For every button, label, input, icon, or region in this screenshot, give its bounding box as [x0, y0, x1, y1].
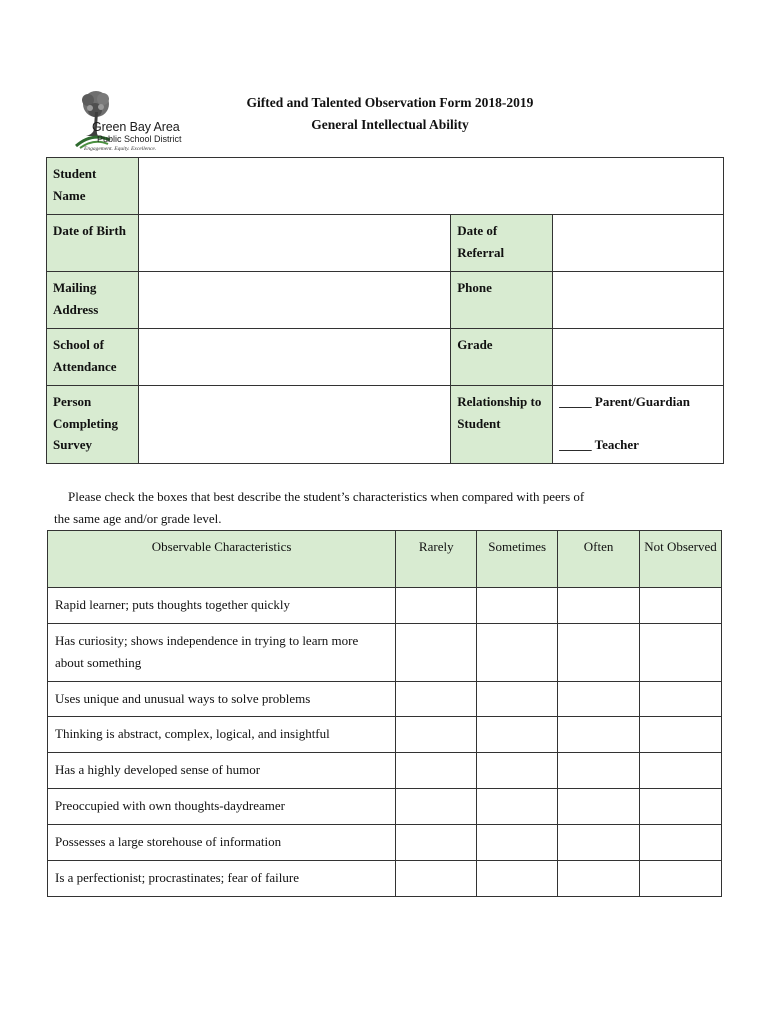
student-info-table: [46, 157, 724, 464]
observation-header-row: [48, 531, 722, 588]
table-row: [48, 861, 722, 897]
logo-district: Public School District: [97, 134, 182, 144]
grade-label: Grade: [451, 329, 553, 386]
observation-table: [47, 530, 722, 897]
rarely-checkbox[interactable]: [396, 825, 477, 861]
not-observed-checkbox[interactable]: [640, 682, 722, 717]
rarely-checkbox[interactable]: [396, 861, 477, 897]
instructions-line-2: the same age and/or grade level.: [54, 511, 222, 526]
phone-label: Phone: [451, 272, 553, 329]
not-observed-checkbox[interactable]: [640, 861, 722, 897]
table-row: [48, 825, 722, 861]
often-checkbox[interactable]: [558, 825, 640, 861]
logo-name: Green Bay Area: [92, 120, 180, 134]
sometimes-checkbox[interactable]: [477, 825, 558, 861]
sometimes-checkbox[interactable]: [477, 624, 558, 682]
sometimes-checkbox[interactable]: [477, 789, 558, 825]
table-row: [48, 753, 722, 789]
characteristic-label: Has a highly developed sense of humor: [48, 753, 396, 789]
table-row: [48, 717, 722, 753]
option-teacher[interactable]: _____ Teacher: [559, 436, 639, 452]
student-name-field[interactable]: [138, 158, 723, 215]
header-characteristics: Observable Characteristics: [48, 531, 396, 588]
date-of-referral-field[interactable]: [553, 215, 724, 272]
characteristic-label: Preoccupied with own thoughts-daydreamer: [48, 789, 396, 825]
rarely-checkbox[interactable]: [396, 682, 477, 717]
characteristic-label: Has curiosity; shows independence in trying to learn more about something: [48, 624, 396, 682]
student-name-label: Student Name: [47, 158, 139, 215]
relationship-label: Relationship to Student: [451, 386, 553, 464]
header-sometimes: Sometimes: [477, 531, 558, 588]
school-of-attendance-field[interactable]: [138, 329, 450, 386]
logo-text: [92, 121, 182, 144]
sometimes-checkbox[interactable]: [477, 717, 558, 753]
option-parent-guardian[interactable]: _____ Parent/Guardian: [559, 394, 690, 409]
mailing-address-field[interactable]: [138, 272, 450, 329]
table-row: [48, 588, 722, 624]
table-row: [48, 624, 722, 682]
often-checkbox[interactable]: [558, 789, 640, 825]
person-completing-field[interactable]: [138, 386, 450, 464]
form-title: Gifted and Talented Observation Form 2018-2019: [246, 95, 534, 110]
relationship-options[interactable]: [553, 386, 724, 464]
header-rarely: Rarely: [396, 531, 477, 588]
often-checkbox[interactable]: [558, 682, 640, 717]
table-row: [48, 682, 722, 717]
often-checkbox[interactable]: [558, 861, 640, 897]
header-often: Often: [558, 531, 640, 588]
rarely-checkbox[interactable]: [396, 753, 477, 789]
rarely-checkbox[interactable]: [396, 789, 477, 825]
rarely-checkbox[interactable]: [396, 624, 477, 682]
rarely-checkbox[interactable]: [396, 717, 477, 753]
not-observed-checkbox[interactable]: [640, 588, 722, 624]
characteristic-label: Rapid learner; puts thoughts together quickly: [48, 588, 396, 624]
instructions-line-1: Please check the boxes that best describe the student’s characteristics when compared with peers of: [68, 489, 585, 504]
often-checkbox[interactable]: [558, 753, 640, 789]
school-of-attendance-label: School of Attendance: [47, 329, 139, 386]
sometimes-checkbox[interactable]: [477, 753, 558, 789]
table-row: [48, 789, 722, 825]
not-observed-checkbox[interactable]: [640, 717, 722, 753]
not-observed-checkbox[interactable]: [640, 789, 722, 825]
rarely-checkbox[interactable]: [396, 588, 477, 624]
date-of-birth-field[interactable]: [138, 215, 450, 272]
header-not-observed: Not Observed: [640, 531, 722, 588]
not-observed-checkbox[interactable]: [640, 624, 722, 682]
sometimes-checkbox[interactable]: [477, 682, 558, 717]
person-completing-label: Person Completing Survey: [47, 386, 139, 464]
grade-field[interactable]: [553, 329, 724, 386]
phone-field[interactable]: [553, 272, 724, 329]
characteristic-label: Uses unique and unusual ways to solve problems: [48, 682, 396, 717]
sometimes-checkbox[interactable]: [477, 588, 558, 624]
logo-tagline: Engagement. Equity. Excellence.: [84, 146, 157, 152]
often-checkbox[interactable]: [558, 624, 640, 682]
not-observed-checkbox[interactable]: [640, 825, 722, 861]
often-checkbox[interactable]: [558, 717, 640, 753]
date-of-referral-label: Date of Referral: [451, 215, 553, 272]
characteristic-label: Thinking is abstract, complex, logical, and insightful: [48, 717, 396, 753]
characteristic-label: Is a perfectionist; procrastinates; fear of failure: [48, 861, 396, 897]
sometimes-checkbox[interactable]: [477, 861, 558, 897]
often-checkbox[interactable]: [558, 588, 640, 624]
instructions: [54, 486, 708, 530]
date-of-birth-label: Date of Birth: [47, 215, 139, 272]
characteristic-label: Possesses a large storehouse of information: [48, 825, 396, 861]
form-subtitle: General Intellectual Ability: [311, 117, 469, 132]
not-observed-checkbox[interactable]: [640, 753, 722, 789]
mailing-address-label: Mailing Address: [47, 272, 139, 329]
